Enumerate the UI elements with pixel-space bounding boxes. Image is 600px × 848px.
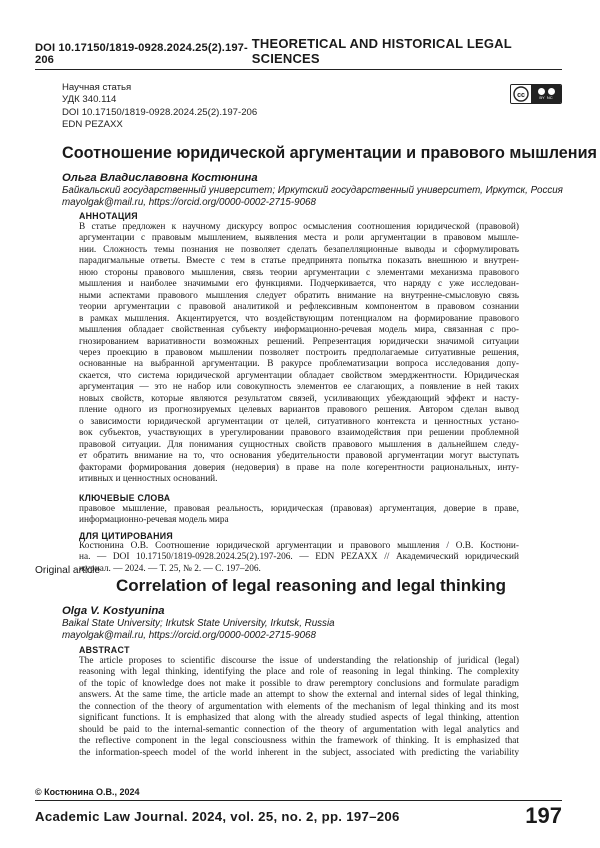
text-line: в рамках мышления. Акцентируется, что воздействующим потенциалом на формирование правового [79,313,519,324]
copyright: © Костюнина О.В., 2024 [35,787,140,797]
abstract-heading-ru: АННОТАЦИЯ [79,211,138,221]
title-ru: Соотношение юридической аргументации и правового мышления [62,144,597,162]
text-line: информационно-речевая модель мира [79,515,229,526]
author-en: Olga V. Kostyunina [62,605,165,617]
text-line: the connection of the theory of argumentation with elements of the mechanism of legal thinking and its most [79,701,519,712]
page-number: 197 [525,803,562,828]
text-line: the information-speech model of the world inherent in the subject, associated with predicting the variability [79,747,519,758]
text-line: через проекцию в правовом мышлении позволяет построить предполагаемые ситуативные решения, [79,347,519,358]
article-meta [62,82,257,131]
article-doi: DOI 10.17150/1819-0928.2024.25(2).197-206 [62,106,258,118]
text-line: правовое мышление, правовая реальность, юридическая (правовая) аргументация, доверие в праве, [79,504,519,514]
text-line: факторами формирования доверия (недоверия) в праве на поле когерентности рациональных, инту- [79,462,519,473]
text-line: нюю стороны правового мышления, связь теории аргументации с элементами механизма правового [79,267,519,278]
keywords-heading: КЛЮЧЕВЫЕ СЛОВА [79,493,171,503]
footer-journal: Academic Law Journal. 2024, vol. 25, no. 2, pp. 197–206 [35,809,400,824]
citation-heading: ДЛЯ ЦИТИРОВАНИЯ [79,531,174,541]
noncommercial-icon [548,88,555,95]
text-line: of the topic of knowledge does not make it possible to draw peremptory conclusions and formulate paradigm [79,678,519,689]
abstract-en [79,656,519,759]
citation [79,541,519,575]
text-line: нии. Сложность темы познания не позволяет сделать безапелляционные выводы и сформулировать [79,244,519,255]
text-line: the reflective component in the legal consciousness within the framework of thinking. It is emphasized that [79,736,519,747]
abstract-heading-en: ABSTRACT [79,645,130,655]
contacts-en: mayolgak@mail.ru, https://orcid.org/0000-0002-2715-9068 [62,630,316,641]
title-en: Correlation of legal reasoning and legal thinking [115,576,507,595]
running-footer [35,800,562,827]
text-line: significant functions. It is emphasized that along with the already studied aspects of legal thinking, attention [79,713,519,724]
contacts-ru: mayolgak@mail.ru, https://orcid.org/0000-0002-2715-9068 [62,197,316,208]
article-type: Научная статья [62,82,132,93]
udk: УДК 340.114 [62,94,117,106]
text-line: аргументация — это не набор или совокупность элементов ее слагающих, а появление в ней таких [79,382,519,393]
text-line: мышления и наиболее значимыми его функциями. Подчеркивается, что наряду с уже исследован- [79,279,519,290]
text-line: мышления обладает свойственная субъекту информационно-речевая модель мира, связанная с про- [79,325,519,336]
text-line: гнозированием вариативности возможных решений. Репрезентация юридически значимой ситуации [79,336,519,347]
header-doi: DOI 10.17150/1819-0928.2024.25(2).197-206 [35,42,248,66]
text-line: на. — DOI 10.17150/1819-0928.2024.25(2).197-206. — EDN PEZAXX // Академический юридический [79,552,519,563]
text-line: The article proposes to scientific discourse the issue of understanding the relationship of juridical (legal) [79,656,519,666]
text-line: В статье предложен к научному дискурсу вопрос осмысления соотношения юридической (правовой) [79,222,519,232]
by-label: BY [539,95,545,100]
text-line: аргументации с правовым мышлением, выявления места и роли аргументации в правовом мышле- [79,233,519,244]
affiliation-en: Baikal State University; Irkutsk State University, Irkutsk, Russia [62,618,335,629]
article-edn: EDN PEZAXX [62,118,123,130]
author-ru: Ольга Владиславовна Костюнина [62,172,258,184]
text-line: ет обратить внимание на то, что основания убедительности правовой аргументации могут выступать [79,451,519,462]
creative-commons-badge-icon[interactable] [510,84,562,104]
text-line: о зависимости юридической аргументации от целей, ситуативного контекста и ценностных устано- [79,416,519,427]
keywords [79,504,519,527]
affiliation-ru: Байкальский государственный университет; Иркутский государственный университет, Иркутск, Россия [62,185,563,196]
text-line: reasoning with legal thinking, identifying the place and role of reasoning in legal thinking. The complexity [79,667,519,678]
cc-logo-icon [511,85,531,103]
abstract-ru [79,222,519,485]
text-line: скается, что система юридической аргументации обладает свойством эмерджентности. Юридическая [79,370,519,381]
text-line: ными аспектами правового мышления следует обратить внимание на внутренне-смысловую связь [79,290,519,301]
text-line: правовой ситуации. Для понимания сущностных свойств правового мышления в дальнейшем следу- [79,439,519,450]
text-line: вок субъектов, участвующих в урегулировании правового взаимодействия при решении проблемной [79,428,519,439]
text-line: should be paid to the internal-semantic connection of the theory of argumentation with legal analytics and [79,724,519,735]
text-line: пление одного из прогнозируемых целевых вариантов правового решения. Автором сделан вывод [79,405,519,416]
running-header [35,36,562,70]
by-attribution-icon [538,88,545,95]
header-journal-section: THEORETICAL AND HISTORICAL LEGAL SCIENCES [251,36,512,66]
text-line: Костюнина О.В. Соотношение юридической аргументации и правового мышления / О.В. Костюни- [79,541,519,551]
text-line: теории аргументации с правовой аналитикой и рефлексивным компонентом в правовом сознании [79,302,519,313]
nc-label: NC [546,95,553,100]
text-line: новых свойств, которые являются результатом связей, усиливающих убеждающий эффект и насту- [79,393,519,404]
text-line: итивных и ценностных оснований. [79,473,218,484]
text-line: журнал. — 2024. — Т. 25, № 2. — С. 197–206. [79,563,261,574]
text-line: основанные на выбранной аргументации. В ракурсе проблематизации вопроса исследования допу- [79,359,519,370]
text-line: answers. At the same time, the article made an attempt to show the external and internal sides of legal thinking, [79,690,519,701]
text-line: парадигмальные ответы. Вместе с тем в статье предпринята попытка показать внешнюю и внутрен- [79,256,519,267]
svg-text:cc: cc [517,91,525,99]
original-article-label: Original article [35,565,101,576]
